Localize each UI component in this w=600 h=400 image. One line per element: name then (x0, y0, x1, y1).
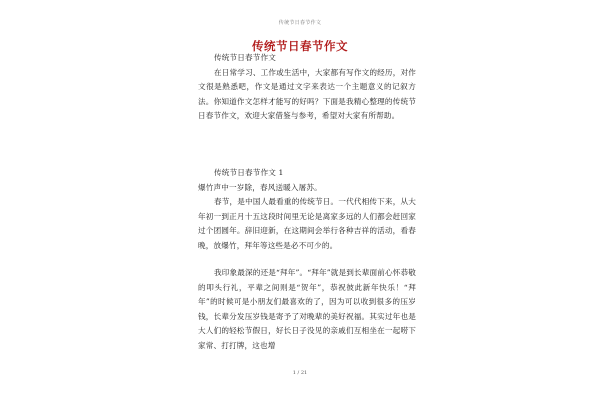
essay-continuation (198, 266, 416, 354)
intro-paragraph: 在日常学习、工作或生活中，大家都有写作文的经历，对作文很是熟悉吧，作文是通过文字来表达一个主题意义的记叙方法。你知道作文怎样才能写的好吗？下面是我精心整理的传统节日春节作文，欢迎大家借鉴与参考，希望对大家有所帮助。 (198, 67, 416, 121)
running-header: 传统节日春节作文 (278, 20, 322, 26)
essay-paragraph: 春节，是中国人最看重的传统节日。一代代相传下来，从大年初一到正月十五这段时间里无论是离家多远的人们都会赶回家过个团圆年。辞旧迎新，在这期间会举行各种吉祥的活动，看春晚，放爆竹，拜年等这些是必不可少的。 (198, 197, 416, 250)
essay-heading: 传统节日春节作文 1 (214, 168, 284, 177)
essay-section (198, 166, 416, 254)
essay-lead-line: 爆竹声中一岁除，春风送暖入屠苏。 (198, 182, 322, 192)
essay-paragraph: 我印象最深的还是“拜年”。“拜年”就是到长辈面前心怀恭敬的叩头行礼，平辈之间则是“贺年”，恭祝彼此新年快乐！“拜年”的时候可是小朋友们最喜欢的了，因为可以收到很多的压岁钱，长辈分发压岁钱是寄予了对晚辈的美好祝福。其实过年也是大人们的轻松节假日，好长日子没见的亲戚们互相坐在一起唠下家常、打打牌，这也增 (198, 268, 416, 350)
page-indicator: 1 / 21 (292, 370, 308, 376)
intro-heading: 传统节日春节作文 (214, 53, 276, 62)
intro-section (198, 51, 416, 124)
document-title: 传统节日春节作文 (252, 39, 348, 53)
